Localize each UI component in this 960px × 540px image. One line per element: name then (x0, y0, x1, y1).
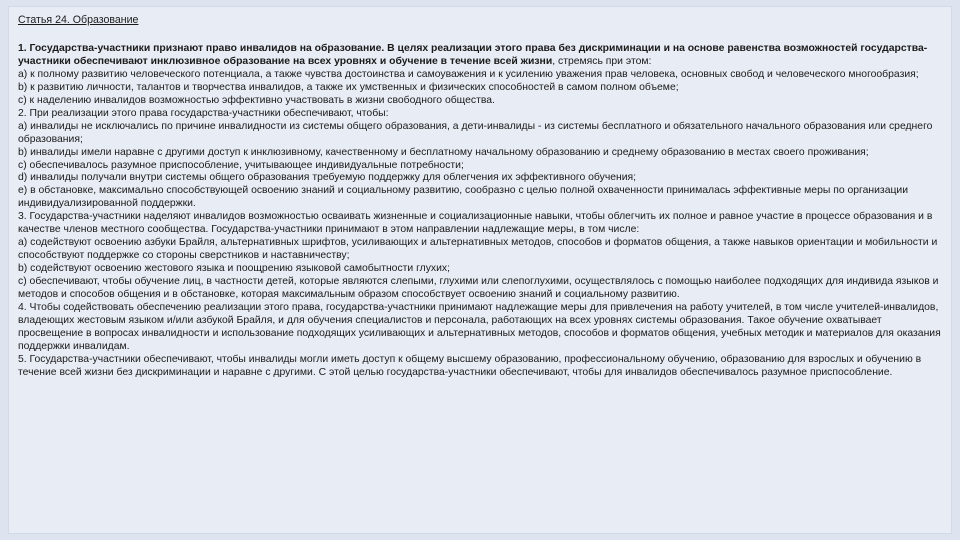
intro-bold-text: 1. Государства-участники признают право инвалидов на образование. В целях реализации этого права без дискриминации и на основе равенства возможностей государства-участники обеспечивают инклюзивное образование на всех уровнях и обучение в течение всей жизни (18, 42, 928, 67)
paragraph: 4. Чтобы содействовать обеспечению реализации этого права, государства-участники принимают надлежащие меры для привлечения на работу учителей, в том числе учителей-инвалидов, владеющих жестовым языком и/или азбукой Брайля, и для обучения специалистов и персонала, работающих на всех уровнях системы образования. Такое обучение охватывает просвещение в вопросах инвалидности и использование подходящих усиливающих и альтернативных методов, способов и форматов общения, учебных методик и материалов для оказания поддержки инвалидам. (18, 302, 941, 352)
paragraph: а) инвалиды не исключались по причине инвалидности из системы общего образования, а дети-инвалиды - из системы бесплатного и обязательного начального образования или среднего образования; (18, 120, 933, 145)
paragraph: а) к полному развитию человеческого потенциала, а также чувства достоинства и самоуважения и к усилению уважения прав человека, основных свобод и человеческого многообразия; (18, 68, 919, 80)
article-title: Статья 24. Образование (18, 14, 139, 26)
paragraph: b) инвалиды имели наравне с другими доступ к инклюзивному, качественному и бесплатному начальному образованию и среднему образованию в местах своего проживания; (18, 146, 869, 158)
paragraph: е) в обстановке, максимально способствующей освоению знаний и социальному развитию, сообразно с целью полной охваченности принималась эффективные меры по организации индивидуализированной поддержки. (18, 185, 909, 210)
paragraph: 2. При реализации этого права государства-участники обеспечивают, чтобы: (18, 107, 389, 119)
document-page (8, 6, 952, 534)
paragraph: d) инвалиды получали внутри системы общего образования требуемую поддержку для облегчения их эффективного обучения; (18, 172, 637, 184)
paragraph: с) обеспечивают, чтобы обучение лиц, в частности детей, которые являются слепыми, глухими или слепоглухими, осуществлялось с помощью наиболее подходящих для индивида языков и методов и способов общения и в обстановке, которая максимальным образом способствует освоению знаний и социальному развитию. (18, 276, 939, 301)
paragraph: 5. Государства-участники обеспечивают, чтобы инвалиды могли иметь доступ к общему высшему образованию, профессиональному обучению, образованию для взрослых и обучению в течение всей жизни без дискриминации и наравне с другими. С этой целью государства-участники обеспечивают, чтобы для инвалидов обеспечивалось разумное приспособление. (18, 353, 922, 378)
paragraph: 3. Государства-участники наделяют инвалидов возможностью осваивать жизненные и социализационные навыки, чтобы облегчить их полное и равное участие в процессе образования и в качестве членов местного сообщества. Государства-участники принимают в этом направлении надлежащие меры, в том числе: (18, 211, 933, 236)
paragraph-intro (18, 43, 946, 69)
paragraph: а) содействуют освоению азбуки Брайля, альтернативных шрифтов, усиливающих и альтернативных методов, способов и форматов общения, а также навыков ориентации и мобильности и способствуют поддержке со стороны сверстников и наставничеству; (18, 237, 938, 262)
intro-rest-text: , стремясь при этом: (552, 55, 652, 67)
paragraph: с) к наделению инвалидов возможностью эффективно участвовать в жизни свободного общества. (18, 94, 495, 106)
paragraph: b) содействуют освоению жестового языка и поощрению языковой самобытности глухих; (18, 263, 451, 275)
document-content (18, 14, 946, 380)
paragraph: b) к развитию личности, талантов и творчества инвалидов, а также их умственных и физических способностей в самом полном объеме; (18, 81, 679, 93)
paragraph: с) обеспечивалось разумное приспособление, учитывающее индивидуальные потребности; (18, 159, 464, 171)
